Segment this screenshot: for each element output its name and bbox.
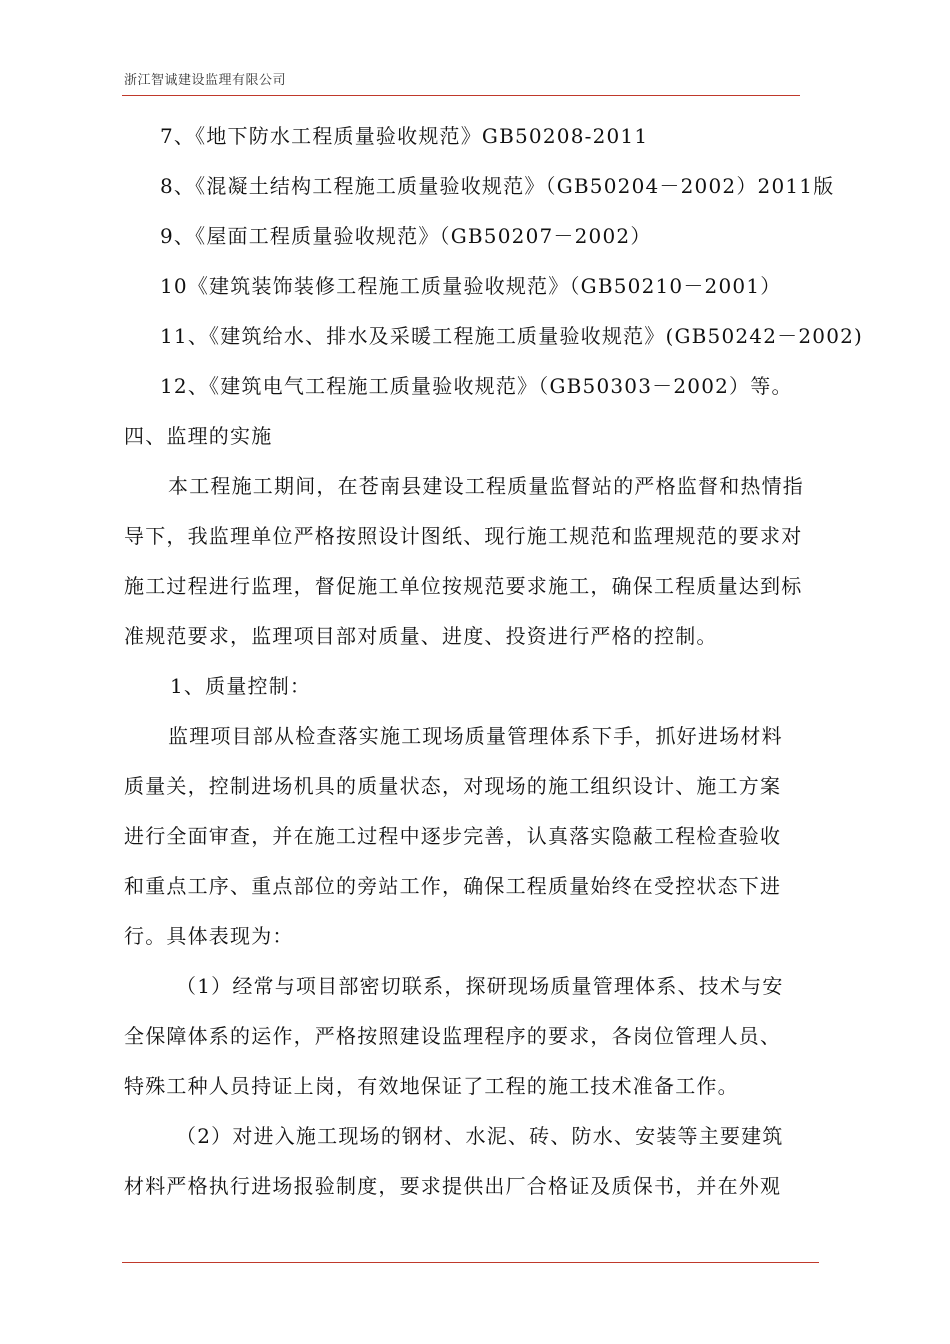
company-header: 浙江智诚建设监理有限公司 <box>124 73 287 88</box>
quality-paragraph-line: 和重点工序、重点部位的旁站工作，确保工程质量始终在受控状态下进 <box>124 874 782 898</box>
item-2-line: （2）对进入施工现场的钢材、水泥、砖、防水、安装等主要建筑 <box>176 1124 784 1148</box>
reference-item-12: 12、《建筑电气工程施工质量验收规范》（GB50303－2002）等。 <box>160 374 793 398</box>
subsection-title: 1、质量控制： <box>170 674 312 698</box>
reference-item-7: 7、《地下防水工程质量验收规范》GB50208-2011 <box>160 124 649 148</box>
reference-item-11: 11、《建筑给水、排水及采暖工程施工质量验收规范》(GB50242－2002) <box>160 324 864 348</box>
quality-paragraph-line: 行。具体表现为： <box>124 924 294 948</box>
reference-item-8: 8、《混凝土结构工程施工质量验收规范》（GB50204－2002）2011版 <box>160 174 835 198</box>
item-2-line: 材料严格执行进场报验制度，要求提供出厂合格证及质保书，并在外观 <box>124 1174 782 1198</box>
quality-paragraph-line: 监理项目部从检查落实施工现场质量管理体系下手，抓好进场材料 <box>168 724 783 748</box>
quality-paragraph-line: 质量关，控制进场机具的质量状态，对现场的施工组织设计、施工方案 <box>124 774 782 798</box>
intro-paragraph-line: 施工过程进行监理，督促施工单位按规范要求施工，确保工程质量达到标 <box>124 574 803 598</box>
footer-divider <box>122 1262 819 1263</box>
item-1-line: 特殊工种人员持证上岗，有效地保证了工程的施工技术准备工作。 <box>124 1074 739 1098</box>
intro-paragraph-line: 导下，我监理单位严格按照设计图纸、现行施工规范和监理规范的要求对 <box>124 524 803 548</box>
section-title: 四、监理的实施 <box>124 424 273 448</box>
reference-item-10: 10《建筑装饰装修工程施工质量验收规范》（GB50210－2001） <box>160 274 782 298</box>
reference-item-9: 9、《屋面工程质量验收规范》（GB50207－2002） <box>160 224 652 248</box>
item-1-line: 全保障体系的运作，严格按照建设监理程序的要求，各岗位管理人员、 <box>124 1024 782 1048</box>
quality-paragraph-line: 进行全面审查，并在施工过程中逐步完善，认真落实隐蔽工程检查验收 <box>124 824 782 848</box>
header-divider <box>122 95 800 96</box>
item-1-line: （1）经常与项目部密切联系，探研现场质量管理体系、技术与安 <box>176 974 784 998</box>
intro-paragraph-line: 本工程施工期间，在苍南县建设工程质量监督站的严格监督和热情指 <box>168 474 804 498</box>
intro-paragraph-line: 准规范要求，监理项目部对质量、进度、投资进行严格的控制。 <box>124 624 718 648</box>
